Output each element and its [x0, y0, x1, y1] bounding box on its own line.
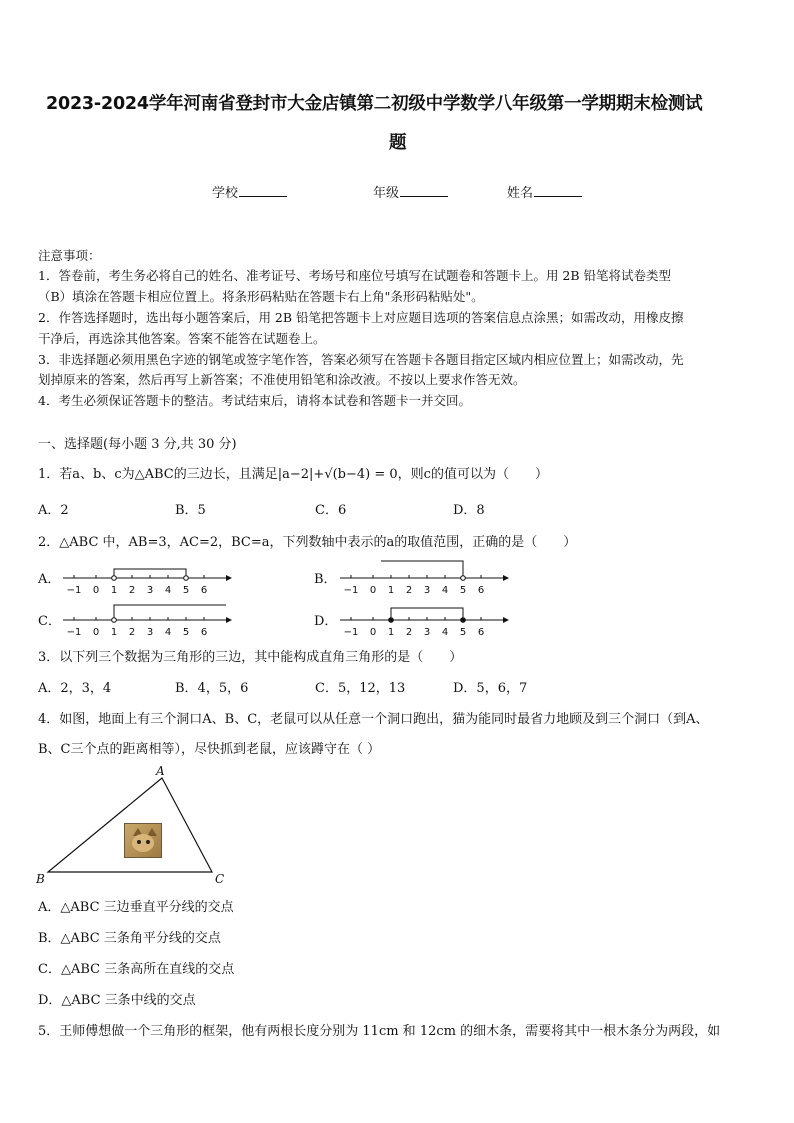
question-4-stem-continued: B、C三个点的距离相等），尽快抓到老鼠，应该蹲守在（ ）: [38, 742, 381, 757]
vertex-label-a: A: [156, 764, 165, 778]
q4-option-d[interactable]: D．△ABC 三条中线的交点: [38, 993, 196, 1008]
tick-label: 3: [146, 585, 154, 596]
number-line-b: [337, 560, 509, 596]
question-1-stem: 1．若a、b、c为△ABC的三边长，且满足|a−2|+√(b−4) = 0，则c的值可以为（ ）: [38, 467, 548, 482]
q3-option-a[interactable]: A．2，3，4: [38, 681, 112, 696]
grade-label: 年级: [373, 186, 400, 201]
tick-label: 6: [477, 627, 485, 638]
tick-label: 4: [164, 627, 172, 638]
number-line-d: [337, 602, 509, 638]
range-bracket: [381, 561, 463, 576]
tick-label: 5: [459, 585, 467, 596]
open-endpoint: [112, 576, 117, 581]
q3-option-c[interactable]: C．5，12，13: [315, 681, 406, 696]
axis-arrow: [503, 575, 509, 581]
tick-label: 0: [92, 585, 100, 596]
notes-heading: 注意事项：: [38, 248, 101, 263]
q1-option-b[interactable]: B．5: [175, 503, 206, 518]
question-5-stem: 5．王师傅想做一个三角形的框架，他有两根长度分别为 11cm 和 12cm 的细木条，需要将其中一根木条分为两段，如: [38, 1024, 721, 1039]
tick-label: 3: [423, 627, 431, 638]
tick-label: 0: [92, 627, 100, 638]
tick-label: 5: [182, 627, 190, 638]
q4-option-a[interactable]: A．△ABC 三边垂直平分线的交点: [38, 900, 234, 915]
axis-arrow: [226, 617, 232, 623]
tick-label: 5: [459, 627, 467, 638]
q4-option-b[interactable]: B．△ABC 三条角平分线的交点: [38, 931, 221, 946]
number-line-c: [60, 602, 232, 638]
q1-option-d[interactable]: D．8: [453, 503, 485, 518]
vertex-label-b: B: [36, 872, 45, 886]
axis-arrow: [226, 575, 232, 581]
vertex-label-c: C: [215, 872, 225, 886]
tick-label: 3: [423, 585, 431, 596]
closed-endpoint: [461, 618, 466, 623]
note-line: 4．考生必须保证答题卡的整洁。考试结束后，请将本试卷和答题卡一并交回。: [38, 393, 471, 408]
page-title-continued: 题: [389, 133, 407, 153]
range-bracket: [114, 605, 226, 618]
q3-option-d[interactable]: D．5，6，7: [453, 681, 528, 696]
question-4-stem: 4．如图，地面上有三个洞口A、B、C，老鼠可以从任意一个洞口跑出，猫为能同时最省力地顾及到三个洞口（到A、: [38, 712, 709, 727]
tick-label: 1: [387, 585, 395, 596]
tick-label: 4: [441, 585, 449, 596]
tick-label: 4: [441, 627, 449, 638]
tick-label: −1: [343, 585, 359, 596]
cat-icon: [124, 823, 162, 858]
note-line: 2．作答选择题时，选出每小题答案后，用 2B 铅笔把答题卡上对应题目选项的答案信息点涂黑；如需改动，用橡皮擦: [38, 310, 684, 325]
page-title: 2023-2024学年河南省登封市大金店镇第二初级中学数学八年级第一学期期末检测试: [46, 94, 703, 114]
note-line: 干净后，再选涂其他答案。答案不能答在试题卷上。: [38, 331, 326, 346]
tick-label: 3: [146, 627, 154, 638]
tick-label: 6: [477, 585, 485, 596]
tick-label: 1: [110, 585, 118, 596]
school-label: 学校: [212, 186, 239, 201]
axis-arrow: [503, 617, 509, 623]
tick-label: 5: [182, 585, 190, 596]
tick-label: 2: [405, 627, 413, 638]
question-3-stem: 3．以下列三个数据为三角形的三边，其中能构成直角三角形的是（ ）: [38, 650, 463, 665]
tick-label: 0: [369, 627, 377, 638]
tick-label: 6: [200, 585, 208, 596]
name-label: 姓名: [507, 186, 534, 201]
open-endpoint: [461, 576, 466, 581]
tick-label: 0: [369, 585, 377, 596]
q2-option-a-label[interactable]: A．: [38, 572, 61, 587]
school-field[interactable]: [212, 182, 287, 201]
section-heading: 一、选择题(每小题 3 分,共 30 分): [38, 437, 237, 452]
name-blank[interactable]: [534, 184, 582, 197]
range-bracket: [391, 608, 463, 618]
q2-option-d-label[interactable]: D．: [314, 614, 338, 629]
number-line-a: [60, 560, 232, 596]
school-blank[interactable]: [239, 184, 287, 197]
q4-option-c[interactable]: C．△ABC 三条高所在直线的交点: [38, 962, 235, 977]
open-endpoint: [184, 576, 189, 581]
tick-label: 2: [128, 627, 136, 638]
question-2-stem: 2．△ABC 中，AB=3，AC=2，BC=a，下列数轴中表示的a的取值范围，正确的是（ ）: [38, 535, 577, 550]
note-line: 1．答卷前，考生务必将自己的姓名、准考证号、考场号和座位号填写在试题卷和答题卡上。用 2B 铅笔将试卷类型: [38, 268, 672, 283]
tick-label: −1: [66, 585, 82, 596]
tick-label: 1: [110, 627, 118, 638]
open-endpoint: [112, 618, 117, 623]
name-field[interactable]: [507, 182, 582, 201]
q3-option-b[interactable]: B．4，5，6: [175, 681, 249, 696]
q1-option-c[interactable]: C．6: [315, 503, 347, 518]
range-bracket: [114, 569, 186, 576]
grade-field[interactable]: [373, 182, 448, 201]
tick-label: 6: [200, 627, 208, 638]
note-line: 3．非选择题必须用黑色字迹的钢笔或签字笔作答，答案必须写在答题卡各题目指定区域内相应位置上；如需改动，先: [38, 352, 684, 367]
tick-label: −1: [66, 627, 82, 638]
tick-label: −1: [343, 627, 359, 638]
q2-option-c-label[interactable]: C．: [38, 614, 61, 629]
tick-label: 4: [164, 585, 172, 596]
tick-label: 1: [387, 627, 395, 638]
grade-blank[interactable]: [400, 184, 448, 197]
closed-endpoint: [389, 618, 394, 623]
tick-label: 2: [128, 585, 136, 596]
note-line: 划掉原来的答案，然后再写上新答案；不准使用铅笔和涂改液。不按以上要求作答无效。: [38, 372, 526, 387]
note-line: （B）填涂在答题卡相应位置上。将条形码粘贴在答题卡右上角"条形码粘贴处"。: [38, 289, 484, 304]
q2-option-b-label[interactable]: B．: [314, 572, 337, 587]
tick-label: 2: [405, 585, 413, 596]
q1-option-a[interactable]: A．2: [38, 503, 69, 518]
